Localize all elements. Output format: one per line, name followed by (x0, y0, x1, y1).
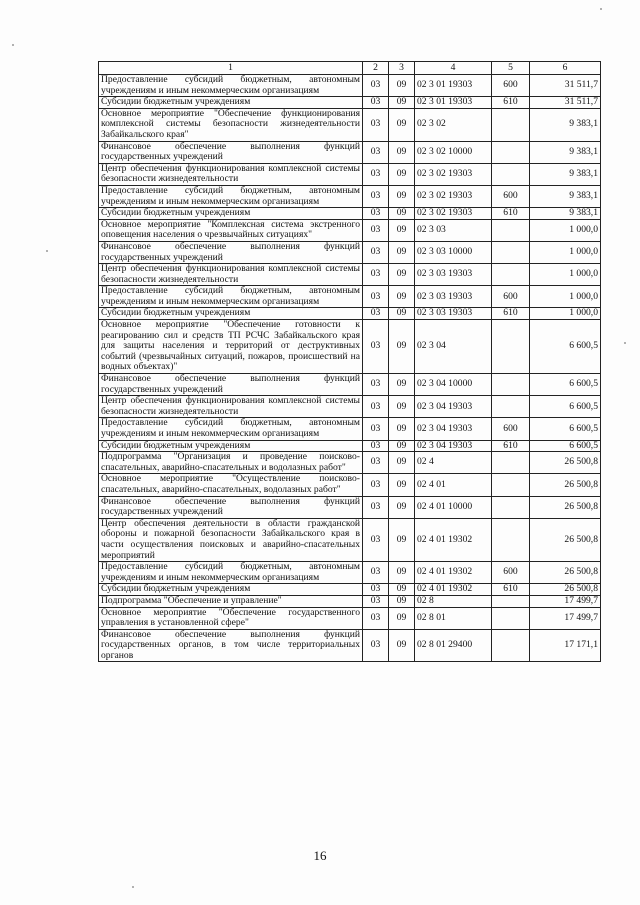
table-row (99, 629, 601, 662)
row-type-cell: 600 (492, 185, 530, 207)
row-type-cell: 610 (492, 308, 530, 320)
row-amount-cell: 1 000,0 (530, 308, 601, 320)
row-type-cell: 600 (492, 75, 530, 97)
row-subsection-cell: 09 (389, 108, 415, 141)
row-section-cell: 03 (363, 163, 389, 185)
row-subsection-cell: 09 (389, 562, 415, 584)
row-type-cell (492, 474, 530, 496)
table-row (99, 584, 601, 596)
row-section-cell: 03 (363, 286, 389, 308)
row-section-cell: 03 (363, 418, 389, 440)
row-type-cell (492, 607, 530, 629)
row-code-cell: 02 4 01 10000 (415, 496, 492, 518)
row-section-cell: 03 (363, 241, 389, 263)
row-code-cell: 02 4 (415, 452, 492, 474)
row-subsection-cell: 09 (389, 75, 415, 97)
row-section-cell: 03 (363, 185, 389, 207)
row-amount-cell: 9 383,1 (530, 108, 601, 141)
table-row (99, 163, 601, 185)
row-section-cell: 03 (363, 219, 389, 241)
scan-speck (12, 44, 14, 46)
row-section-cell: 03 (363, 584, 389, 596)
row-code-cell: 02 3 02 (415, 108, 492, 141)
row-code-cell: 02 3 01 19303 (415, 75, 492, 97)
row-section-cell: 03 (363, 595, 389, 607)
row-amount-cell: 26 500,8 (530, 496, 601, 518)
row-subsection-cell: 09 (389, 496, 415, 518)
row-name-cell: Финансовое обеспечение выполнения функций государственных органов, в том числе территориальных органов (99, 629, 363, 662)
row-name-cell: Основное мероприятие "Обеспечение функционирования комплексной системы безопасности жизнедеятельности Забайкальского края" (99, 108, 363, 141)
table-row (99, 286, 601, 308)
row-subsection-cell: 09 (389, 452, 415, 474)
row-type-cell (492, 320, 530, 374)
scan-speck (600, 8, 602, 10)
header-col-5: 5 (492, 62, 530, 75)
row-code-cell: 02 3 03 19303 (415, 308, 492, 320)
row-amount-cell: 1 000,0 (530, 264, 601, 286)
row-name-cell: Предоставление субсидий бюджетным, автономным учреждениям и иным некоммерческим организациям (99, 75, 363, 97)
row-type-cell (492, 396, 530, 418)
row-section-cell: 03 (363, 97, 389, 109)
row-amount-cell: 6 600,5 (530, 440, 601, 452)
row-subsection-cell: 09 (389, 286, 415, 308)
table-row (99, 440, 601, 452)
row-type-cell: 610 (492, 208, 530, 220)
budget-table (98, 61, 601, 662)
table-row (99, 219, 601, 241)
row-name-cell: Предоставление субсидий бюджетным, автономным учреждениям и иным некоммерческим организациям (99, 562, 363, 584)
header-col-4: 4 (415, 62, 492, 75)
row-amount-cell: 26 500,8 (530, 474, 601, 496)
row-subsection-cell: 09 (389, 607, 415, 629)
row-amount-cell: 26 500,8 (530, 518, 601, 561)
row-section-cell: 03 (363, 396, 389, 418)
row-amount-cell: 26 500,8 (530, 452, 601, 474)
row-amount-cell: 9 383,1 (530, 185, 601, 207)
row-type-cell: 610 (492, 97, 530, 109)
row-name-cell: Центр обеспечения функционирования комплексной системы безопасности жизнедеятельности (99, 163, 363, 185)
row-subsection-cell: 09 (389, 141, 415, 163)
row-amount-cell: 1 000,0 (530, 241, 601, 263)
row-name-cell: Субсидии бюджетным учреждениям (99, 97, 363, 109)
row-name-cell: Предоставление субсидий бюджетным, автономным учреждениям и иным некоммерческим организациям (99, 418, 363, 440)
row-section-cell: 03 (363, 474, 389, 496)
row-subsection-cell: 09 (389, 584, 415, 596)
row-amount-cell: 31 511,7 (530, 97, 601, 109)
row-code-cell: 02 3 04 19303 (415, 418, 492, 440)
row-name-cell: Центр обеспечения функционирования комплексной системы безопасности жизнедеятельности (99, 264, 363, 286)
row-subsection-cell: 09 (389, 185, 415, 207)
row-subsection-cell: 09 (389, 264, 415, 286)
row-type-cell (492, 629, 530, 662)
row-section-cell: 03 (363, 320, 389, 374)
table-row (99, 595, 601, 607)
row-amount-cell: 9 383,1 (530, 141, 601, 163)
header-col-1: 1 (99, 62, 363, 75)
table-row (99, 374, 601, 396)
row-code-cell: 02 3 02 19303 (415, 208, 492, 220)
row-amount-cell: 26 500,8 (530, 584, 601, 596)
row-amount-cell: 17 499,7 (530, 595, 601, 607)
table-row (99, 97, 601, 109)
row-type-cell: 600 (492, 286, 530, 308)
row-section-cell: 03 (363, 607, 389, 629)
header-col-3: 3 (389, 62, 415, 75)
row-type-cell: 600 (492, 418, 530, 440)
row-code-cell: 02 3 02 19303 (415, 163, 492, 185)
row-code-cell: 02 3 03 (415, 219, 492, 241)
table-row (99, 474, 601, 496)
row-type-cell: 610 (492, 584, 530, 596)
row-section-cell: 03 (363, 440, 389, 452)
row-name-cell: Финансовое обеспечение выполнения функций государственных учреждений (99, 141, 363, 163)
row-code-cell: 02 4 01 19302 (415, 518, 492, 561)
row-type-cell (492, 219, 530, 241)
row-amount-cell: 9 383,1 (530, 163, 601, 185)
row-subsection-cell: 09 (389, 518, 415, 561)
row-code-cell: 02 3 03 10000 (415, 241, 492, 263)
row-code-cell: 02 3 02 19303 (415, 185, 492, 207)
scan-speck (624, 342, 626, 344)
row-amount-cell: 17 499,7 (530, 607, 601, 629)
row-code-cell: 02 3 03 19303 (415, 264, 492, 286)
row-type-cell (492, 518, 530, 561)
table-row (99, 607, 601, 629)
table-row (99, 518, 601, 561)
row-name-cell: Субсидии бюджетным учреждениям (99, 440, 363, 452)
row-name-cell: Основное мероприятие "Обеспечение государственного управления в установленной сфере" (99, 607, 363, 629)
row-type-cell (492, 163, 530, 185)
row-subsection-cell: 09 (389, 418, 415, 440)
scan-speck (132, 886, 134, 888)
row-subsection-cell: 09 (389, 163, 415, 185)
row-name-cell: Основное мероприятие "Обеспечение готовности к реагированию сил и средств ТП РСЧС Забайкальского края для защиты населения и территорий от деструктивных событий (чрезвычайных ситуаций, пожаров, происшествий на водных объектах)" (99, 320, 363, 374)
row-code-cell: 02 3 01 19303 (415, 97, 492, 109)
row-name-cell: Центр обеспечения деятельности в области гражданской обороны и пожарной безопасности Забайкальского края в части осуществления поисковых и аварийно-спасательных мероприятий (99, 518, 363, 561)
row-type-cell (492, 496, 530, 518)
row-section-cell: 03 (363, 452, 389, 474)
row-type-cell (492, 452, 530, 474)
row-name-cell: Предоставление субсидий бюджетным, автономным учреждениям и иным некоммерческим организациям (99, 286, 363, 308)
row-code-cell: 02 3 03 19303 (415, 286, 492, 308)
row-section-cell: 03 (363, 374, 389, 396)
table-row (99, 308, 601, 320)
row-code-cell: 02 4 01 19302 (415, 562, 492, 584)
row-name-cell: Субсидии бюджетным учреждениям (99, 308, 363, 320)
table-row (99, 396, 601, 418)
table-header-row (99, 62, 601, 75)
row-subsection-cell: 09 (389, 219, 415, 241)
row-type-cell (492, 141, 530, 163)
row-type-cell: 610 (492, 440, 530, 452)
row-code-cell: 02 3 04 10000 (415, 374, 492, 396)
row-name-cell: Предоставление субсидий бюджетным, автономным учреждениям и иным некоммерческим организациям (99, 185, 363, 207)
table-row (99, 452, 601, 474)
row-type-cell (492, 595, 530, 607)
row-code-cell: 02 4 01 19302 (415, 584, 492, 596)
row-name-cell: Подпрограмма "Организация и проведение поисково-спасательных, аварийно-спасательных и водолазных работ" (99, 452, 363, 474)
row-amount-cell: 9 383,1 (530, 208, 601, 220)
row-code-cell: 02 8 01 29400 (415, 629, 492, 662)
page-number: 16 (313, 848, 327, 863)
row-section-cell: 03 (363, 208, 389, 220)
table-row (99, 241, 601, 263)
row-type-cell: 600 (492, 562, 530, 584)
row-code-cell: 02 8 01 (415, 607, 492, 629)
table-row (99, 496, 601, 518)
row-amount-cell: 1 000,0 (530, 286, 601, 308)
table-row (99, 185, 601, 207)
table-row (99, 562, 601, 584)
row-subsection-cell: 09 (389, 374, 415, 396)
row-section-cell: 03 (363, 75, 389, 97)
row-amount-cell: 1 000,0 (530, 219, 601, 241)
table-row (99, 418, 601, 440)
row-name-cell: Субсидии бюджетным учреждениям (99, 584, 363, 596)
row-subsection-cell: 09 (389, 595, 415, 607)
row-name-cell: Финансовое обеспечение выполнения функций государственных учреждений (99, 241, 363, 263)
row-amount-cell: 26 500,8 (530, 562, 601, 584)
header-col-2: 2 (363, 62, 389, 75)
row-subsection-cell: 09 (389, 396, 415, 418)
row-section-cell: 03 (363, 518, 389, 561)
row-section-cell: 03 (363, 264, 389, 286)
row-amount-cell: 6 600,5 (530, 396, 601, 418)
table-row (99, 141, 601, 163)
row-name-cell: Основное мероприятие "Комплексная система экстренного оповещения населения о чрезвычайных ситуациях" (99, 219, 363, 241)
row-code-cell: 02 3 04 19303 (415, 396, 492, 418)
row-section-cell: 03 (363, 562, 389, 584)
scan-speck (46, 250, 48, 252)
table-row (99, 75, 601, 97)
table-row (99, 320, 601, 374)
row-type-cell (492, 374, 530, 396)
header-col-6: 6 (530, 62, 601, 75)
row-code-cell: 02 3 02 10000 (415, 141, 492, 163)
row-type-cell (492, 108, 530, 141)
table-row (99, 264, 601, 286)
row-section-cell: 03 (363, 308, 389, 320)
row-subsection-cell: 09 (389, 629, 415, 662)
row-name-cell: Финансовое обеспечение выполнения функций государственных учреждений (99, 496, 363, 518)
row-section-cell: 03 (363, 108, 389, 141)
row-amount-cell: 6 600,5 (530, 418, 601, 440)
row-subsection-cell: 09 (389, 308, 415, 320)
row-section-cell: 03 (363, 629, 389, 662)
row-amount-cell: 17 171,1 (530, 629, 601, 662)
row-code-cell: 02 3 04 19303 (415, 440, 492, 452)
table-body (99, 75, 601, 662)
row-name-cell: Субсидии бюджетным учреждениям (99, 208, 363, 220)
row-code-cell: 02 8 (415, 595, 492, 607)
row-subsection-cell: 09 (389, 474, 415, 496)
row-section-cell: 03 (363, 496, 389, 518)
row-name-cell: Центр обеспечения функционирования комплексной системы безопасности жизнедеятельности (99, 396, 363, 418)
row-name-cell: Основное мероприятие "Осуществление поисково-спасательных, аварийно-спасательных, водолазных работ" (99, 474, 363, 496)
row-name-cell: Подпрограмма "Обеспечение и управление" (99, 595, 363, 607)
row-amount-cell: 6 600,5 (530, 320, 601, 374)
row-subsection-cell: 09 (389, 241, 415, 263)
row-subsection-cell: 09 (389, 320, 415, 374)
row-code-cell: 02 4 01 (415, 474, 492, 496)
row-subsection-cell: 09 (389, 97, 415, 109)
row-amount-cell: 31 511,7 (530, 75, 601, 97)
row-name-cell: Финансовое обеспечение выполнения функций государственных учреждений (99, 374, 363, 396)
row-subsection-cell: 09 (389, 440, 415, 452)
row-type-cell (492, 264, 530, 286)
table-row (99, 208, 601, 220)
row-subsection-cell: 09 (389, 208, 415, 220)
row-section-cell: 03 (363, 141, 389, 163)
row-amount-cell: 6 600,5 (530, 374, 601, 396)
row-type-cell (492, 241, 530, 263)
table-row (99, 108, 601, 141)
row-code-cell: 02 3 04 (415, 320, 492, 374)
